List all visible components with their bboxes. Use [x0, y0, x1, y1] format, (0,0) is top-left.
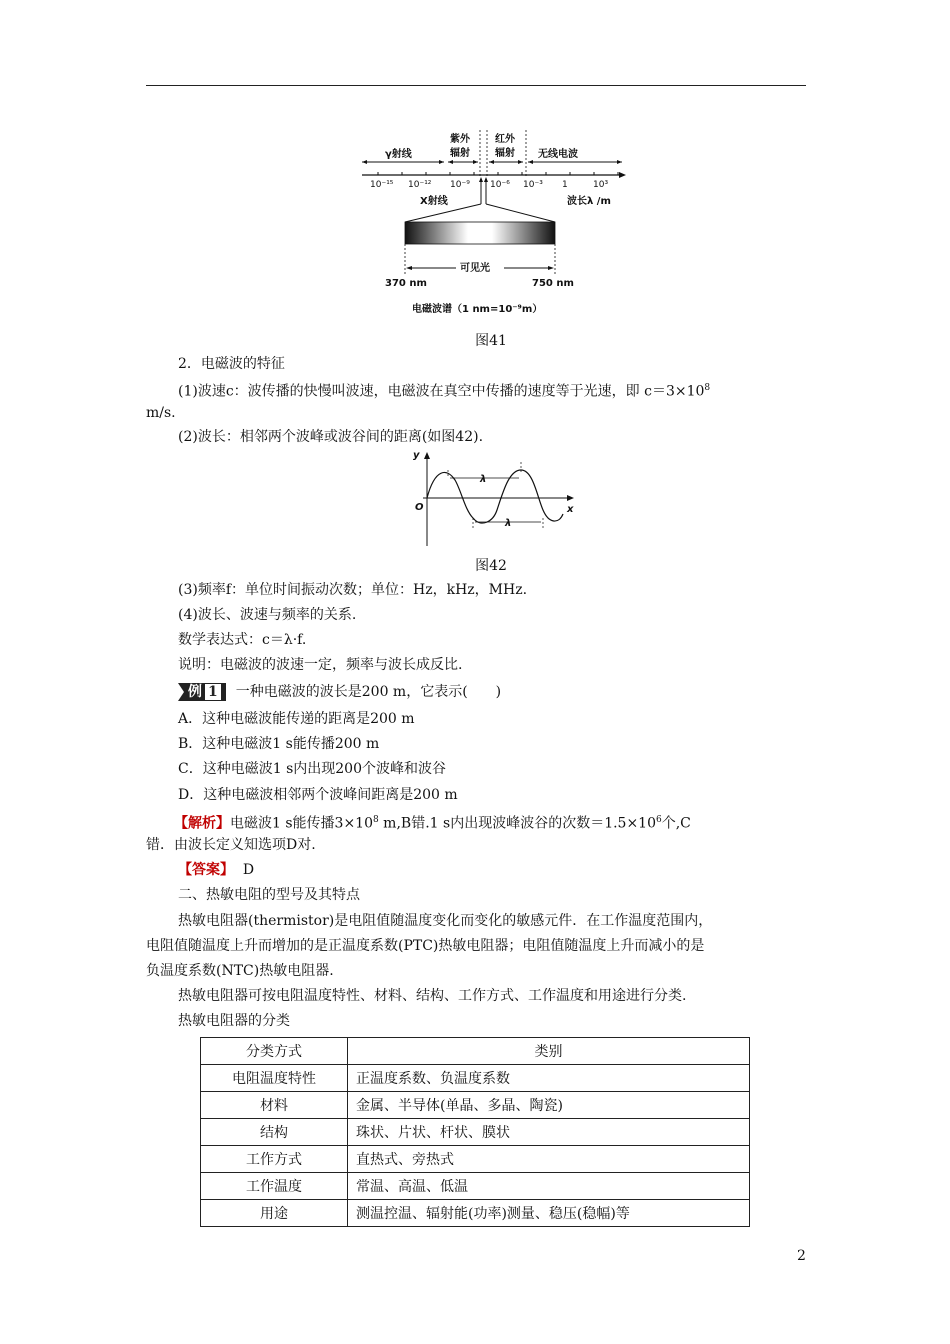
tick-label: 10⁻³ [523, 180, 543, 190]
thermistor-para1-l3: 负温度系数(NTC)热敏电阻器. [146, 963, 334, 979]
thermistor-heading: 二、热敏电阻的型号及其特点 [178, 887, 360, 903]
wave-speed-unit: m/s. [146, 405, 176, 421]
note-line: 说明：电磁波的波速一定，频率与波长成反比. [178, 657, 463, 673]
radio-label: 无线电波 [538, 149, 578, 160]
visible-light-label: 可见光 [460, 263, 490, 274]
analysis-line: 【解析】电磁波1 s能传播$3\times 10^8$ m,B错.1 s内出现波峰波谷的次数$=1.5\times 10^6$个,C [174, 815, 691, 832]
table-cell: 工作温度 [201, 1173, 348, 1200]
table-row [201, 1200, 750, 1227]
table-cell: 材料 [201, 1092, 348, 1119]
tick-label: 10⁻⁶ [490, 180, 510, 190]
table-cell: 工作方式 [201, 1146, 348, 1173]
section2-title: 2．电磁波的特征 [178, 356, 285, 372]
table-header: 类别 [348, 1038, 750, 1065]
analysis-line-2: 错．由波长定义知选项D对. [146, 837, 316, 853]
relation-line: (4)波长、波速与频率的关系. [178, 607, 357, 623]
x-axis-label: x [567, 504, 574, 515]
option-b: B．这种电磁波1 s能传播200 m [178, 736, 380, 752]
table-row [201, 1092, 750, 1119]
visible-gradient [405, 222, 555, 244]
table-header-row [201, 1038, 750, 1065]
table-cell: 用途 [201, 1200, 348, 1227]
uv-label-top: 紫外 [450, 134, 470, 145]
thermistor-para2: 热敏电阻器可按电阻温度特性、材料、结构、工作方式、工作温度和用途进行分类. [178, 988, 687, 1004]
header-rule [146, 85, 806, 86]
ir-label-top: 红外 [495, 134, 515, 145]
tick-label: 10³ [593, 180, 609, 190]
table-row [201, 1065, 750, 1092]
xray-label: X射线 [420, 196, 448, 207]
example-tag: 例 1 [178, 683, 226, 701]
table-title: 热敏电阻器的分类 [178, 1013, 290, 1029]
formula-line: 数学表达式：c＝λ·f. [178, 632, 307, 648]
right-nm-label: 750 nm [532, 278, 574, 289]
gamma-label: γ射线 [385, 149, 412, 160]
tick-label: 10⁻¹² [408, 180, 432, 190]
sine-wave-figure [405, 448, 580, 548]
table-cell: 金属、半导体(单晶、多晶、陶瓷) [348, 1092, 750, 1119]
table-row [201, 1173, 750, 1200]
table-cell: 测温控温、辐射能(功率)测量、稳压(稳幅)等 [348, 1200, 750, 1227]
option-c: C．这种电磁波1 s内出现200个波峰和波谷 [178, 761, 446, 777]
classification-table [200, 1037, 750, 1227]
example-question: 例 1 一种电磁波的波长是200 m，它表示( ) [178, 683, 501, 701]
wave-speed-line: (1)波速c：波传播的快慢叫波速，电磁波在真空中传播的速度等于光速，即 $c=3\times 10^8$ [178, 383, 711, 400]
lambda-top-label: λ [480, 474, 487, 485]
figure42-caption: 图42 [475, 558, 507, 574]
thermistor-para1-l1: 热敏电阻器(thermistor)是电阻值随温度变化而变化的敏感元件．在工作温度范围内， [178, 913, 713, 929]
table-header: 分类方式 [201, 1038, 348, 1065]
frequency-line: (3)频率f：单位时间振动次数；单位：Hz，kHz，MHz. [178, 582, 528, 598]
tick-label: 1 [562, 180, 568, 190]
option-a: A．这种电磁波能传递的距离是200 m [178, 711, 415, 727]
table-cell: 常温、高温、低温 [348, 1173, 750, 1200]
ir-label-bottom: 辐射 [495, 148, 515, 159]
em-spectrum-figure [360, 120, 630, 325]
lambda-bottom-label: λ [505, 518, 512, 529]
tick-label: 10⁻¹⁵ [370, 180, 394, 190]
option-d: D．这种电磁波相邻两个波峰间距离是200 m [178, 787, 458, 803]
table-cell: 直热式、旁热式 [348, 1146, 750, 1173]
left-nm-label: 370 nm [385, 278, 427, 289]
axis-label: 波长λ /m [567, 196, 611, 207]
table-row [201, 1146, 750, 1173]
tick-label: 10⁻⁹ [450, 180, 470, 190]
uv-label-bottom: 辐射 [450, 148, 470, 159]
thermistor-para1-l2: 电阻值随温度上升而增加的是正温度系数(PTC)热敏电阻器；电阻值随温度上升而减小的是 [146, 938, 705, 954]
y-axis-label: y [413, 450, 420, 461]
figure41-caption: 图41 [475, 333, 507, 349]
table-cell: 电阻温度特性 [201, 1065, 348, 1092]
table-cell: 正温度系数、负温度系数 [348, 1065, 750, 1092]
spectrum-title: 电磁波谱（1 nm=10⁻⁹m） [412, 304, 543, 315]
table-row [201, 1119, 750, 1146]
page-number: 2 [797, 1248, 806, 1264]
wavelength-line: (2)波长：相邻两个波峰或波谷间的距离(如图42). [178, 429, 484, 445]
table-cell: 珠状、片状、杆状、膜状 [348, 1119, 750, 1146]
origin-label: O [415, 502, 424, 513]
answer-line: 【答案】 D [178, 862, 255, 878]
table-cell: 结构 [201, 1119, 348, 1146]
